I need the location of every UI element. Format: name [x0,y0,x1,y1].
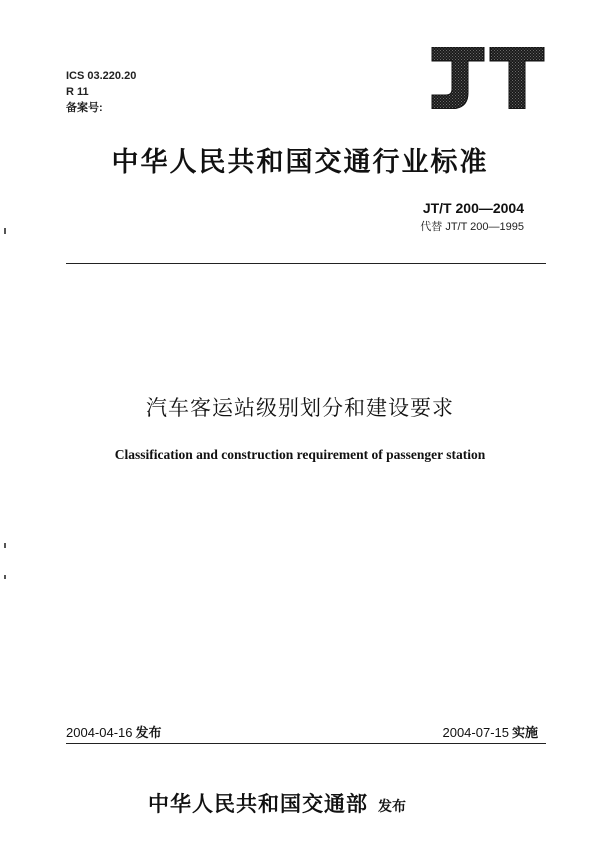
implementation-label: 实施 [511,726,538,741]
replaces-standard: 代替 JT/T 200—1995 [420,221,524,233]
implementation-date [442,722,538,741]
bottom-divider [66,743,546,744]
document-title-chinese: 汽车客运站级别划分和建设要求 [146,396,454,420]
scan-mark [4,228,6,234]
standard-code-block [420,200,524,234]
issue-date [66,722,162,741]
issue-label: 发布 [135,726,162,741]
publisher-suffix: 发布 [378,799,406,815]
publisher-name: 中华人民共和国交通部 [148,792,368,816]
scan-mark [4,543,6,548]
jt-logo [428,47,546,109]
ics-code: ICS 03.220.20 [66,70,137,82]
document-title-english: Classification and construction requirement of passenger station [114,447,486,462]
national-standard-title: 中华人民共和国交通行业标准 [111,147,489,178]
top-divider [66,263,546,264]
record-number-label: 备案号: [66,102,103,114]
scan-mark [4,575,6,579]
document-meta [66,68,136,116]
publisher [148,788,406,818]
implementation-date-value: 2004-07-15 [442,725,509,740]
issue-date-value: 2004-04-16 [66,725,133,740]
standard-number: JT/T 200—2004 [422,200,524,216]
classification-code: R 11 [66,86,89,98]
